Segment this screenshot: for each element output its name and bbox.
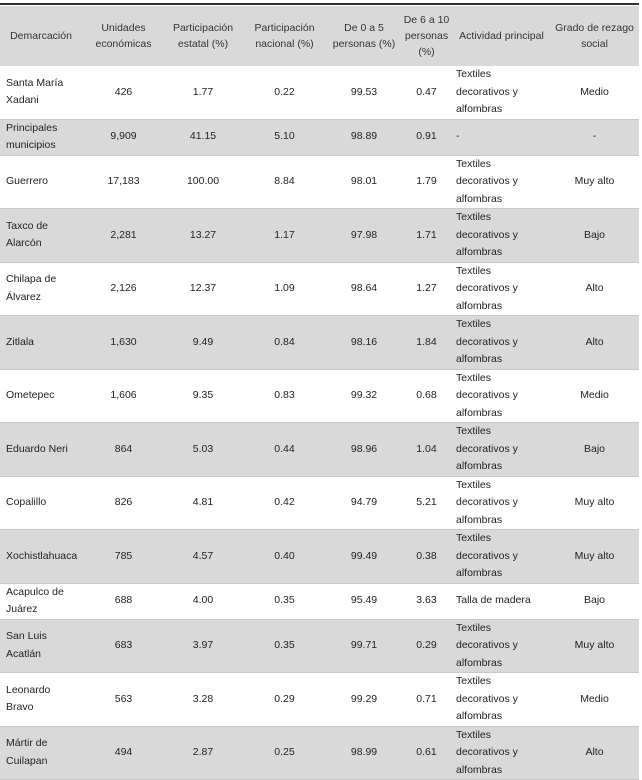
cell-unidades: 9,909 (82, 119, 165, 155)
cell-part-nacional: 0.84 (241, 316, 328, 370)
table-row (0, 673, 639, 727)
table-row (0, 155, 639, 209)
cell-rezago: Medio (550, 66, 639, 119)
header-unidades: Unidades económicas (82, 6, 165, 66)
cell-rezago: Muy alto (550, 619, 639, 673)
cell-part-estatal: 3.28 (165, 673, 241, 727)
header-row (0, 6, 639, 66)
cell-actividad: Textiles decorativos y alfombras (453, 262, 550, 316)
cell-de-6-10: 0.91 (400, 119, 453, 155)
cell-demarcacion: Eduardo Neri (0, 423, 82, 477)
cell-part-nacional: 0.22 (241, 66, 328, 119)
table-row (0, 476, 639, 530)
cell-unidades: 1,630 (82, 316, 165, 370)
cell-part-estatal: 9.35 (165, 369, 241, 423)
cell-de-0-5: 97.98 (328, 209, 400, 263)
cell-de-0-5: 95.49 (328, 583, 400, 619)
cell-demarcacion: San Luis Acatlán (0, 619, 82, 673)
table-row (0, 369, 639, 423)
cell-de-6-10: 0.47 (400, 66, 453, 119)
cell-de-0-5: 98.99 (328, 726, 400, 780)
cell-rezago: Bajo (550, 583, 639, 619)
cell-de-6-10: 1.79 (400, 155, 453, 209)
cell-part-estatal: 12.37 (165, 262, 241, 316)
header-de-6-10: De 6 a 10 personas (%) (400, 6, 453, 66)
cell-demarcacion: Acapulco de Juárez (0, 583, 82, 619)
cell-demarcacion: Leonardo Bravo (0, 673, 82, 727)
table-row (0, 619, 639, 673)
cell-part-estatal: 4.81 (165, 476, 241, 530)
cell-unidades: 2,281 (82, 209, 165, 263)
cell-de-6-10: 3.63 (400, 583, 453, 619)
cell-demarcacion: Ometepec (0, 369, 82, 423)
cell-part-nacional: 0.83 (241, 369, 328, 423)
header-rezago: Grado de rezago social (550, 6, 639, 66)
cell-part-nacional: 0.42 (241, 476, 328, 530)
cell-actividad: Textiles decorativos y alfombras (453, 726, 550, 780)
cell-de-0-5: 98.64 (328, 262, 400, 316)
cell-de-6-10: 0.68 (400, 369, 453, 423)
cell-unidades: 563 (82, 673, 165, 727)
cell-rezago: Muy alto (550, 476, 639, 530)
cell-unidades: 683 (82, 619, 165, 673)
cell-part-estatal: 1.77 (165, 66, 241, 119)
cell-unidades: 2,126 (82, 262, 165, 316)
cell-part-nacional: 8.84 (241, 155, 328, 209)
cell-part-nacional: 5.10 (241, 119, 328, 155)
cell-de-0-5: 98.16 (328, 316, 400, 370)
cell-de-0-5: 94.79 (328, 476, 400, 530)
cell-de-0-5: 99.49 (328, 530, 400, 584)
header-part-nacional: Participación nacional (%) (241, 6, 328, 66)
cell-unidades: 1,606 (82, 369, 165, 423)
cell-unidades: 864 (82, 423, 165, 477)
cell-de-0-5: 98.89 (328, 119, 400, 155)
cell-actividad: Textiles decorativos y alfombras (453, 369, 550, 423)
cell-actividad: Textiles decorativos y alfombras (453, 673, 550, 727)
cell-demarcacion: Guerrero (0, 155, 82, 209)
cell-unidades: 494 (82, 726, 165, 780)
cell-rezago: Bajo (550, 209, 639, 263)
cell-part-nacional: 0.44 (241, 423, 328, 477)
table-row (0, 316, 639, 370)
cell-actividad: - (453, 119, 550, 155)
table-row (0, 583, 639, 619)
table-row (0, 262, 639, 316)
cell-demarcacion: Principales municipios (0, 119, 82, 155)
cell-unidades: 826 (82, 476, 165, 530)
cell-part-nacional: 0.35 (241, 583, 328, 619)
cell-actividad: Textiles decorativos y alfombras (453, 66, 550, 119)
cell-de-6-10: 5.21 (400, 476, 453, 530)
table-row (0, 209, 639, 263)
cell-demarcacion: Chilapa de Álvarez (0, 262, 82, 316)
header-demarcacion: Demarcación (0, 6, 82, 66)
cell-rezago: Medio (550, 369, 639, 423)
cell-de-0-5: 99.53 (328, 66, 400, 119)
cell-de-0-5: 99.71 (328, 619, 400, 673)
cell-demarcacion: Copalillo (0, 476, 82, 530)
cell-part-estatal: 41.15 (165, 119, 241, 155)
cell-demarcacion: Zitlala (0, 316, 82, 370)
cell-part-nacional: 0.40 (241, 530, 328, 584)
cell-actividad: Textiles decorativos y alfombras (453, 619, 550, 673)
cell-actividad: Textiles decorativos y alfombras (453, 316, 550, 370)
cell-part-nacional: 1.17 (241, 209, 328, 263)
cell-part-estatal: 2.87 (165, 726, 241, 780)
cell-part-estatal: 4.57 (165, 530, 241, 584)
table-row (0, 66, 639, 119)
cell-rezago: Muy alto (550, 530, 639, 584)
cell-actividad: Textiles decorativos y alfombras (453, 155, 550, 209)
cell-de-6-10: 1.27 (400, 262, 453, 316)
cell-unidades: 17,183 (82, 155, 165, 209)
table-row (0, 726, 639, 780)
cell-rezago: Alto (550, 262, 639, 316)
cell-actividad: Textiles decorativos y alfombras (453, 209, 550, 263)
cell-part-nacional: 0.25 (241, 726, 328, 780)
cell-unidades: 785 (82, 530, 165, 584)
cell-part-estatal: 100.00 (165, 155, 241, 209)
cell-part-nacional: 1.09 (241, 262, 328, 316)
cell-demarcacion: Mártir de Cuilapan (0, 726, 82, 780)
cell-rezago: Alto (550, 316, 639, 370)
cell-actividad: Textiles decorativos y alfombras (453, 530, 550, 584)
cell-part-nacional: 0.35 (241, 619, 328, 673)
table-row (0, 423, 639, 477)
top-rule (0, 3, 639, 5)
cell-rezago: Medio (550, 673, 639, 727)
cell-de-6-10: 0.38 (400, 530, 453, 584)
cell-de-6-10: 0.71 (400, 673, 453, 727)
cell-de-0-5: 99.32 (328, 369, 400, 423)
data-table (0, 6, 639, 780)
cell-unidades: 426 (82, 66, 165, 119)
cell-part-estatal: 5.03 (165, 423, 241, 477)
cell-demarcacion: Xochistlahuaca (0, 530, 82, 584)
cell-part-estatal: 3.97 (165, 619, 241, 673)
cell-part-estatal: 9.49 (165, 316, 241, 370)
cell-de-6-10: 1.71 (400, 209, 453, 263)
cell-rezago: - (550, 119, 639, 155)
cell-part-estatal: 13.27 (165, 209, 241, 263)
cell-rezago: Alto (550, 726, 639, 780)
cell-de-0-5: 98.96 (328, 423, 400, 477)
cell-rezago: Muy alto (550, 155, 639, 209)
table-row (0, 530, 639, 584)
cell-de-0-5: 99.29 (328, 673, 400, 727)
cell-rezago: Bajo (550, 423, 639, 477)
cell-de-0-5: 98.01 (328, 155, 400, 209)
header-de-0-5: De 0 a 5 personas (%) (328, 6, 400, 66)
cell-unidades: 688 (82, 583, 165, 619)
cell-de-6-10: 1.04 (400, 423, 453, 477)
cell-demarcacion: Taxco de Alarcón (0, 209, 82, 263)
header-actividad: Actividad principal (453, 6, 550, 66)
cell-part-nacional: 0.29 (241, 673, 328, 727)
header-part-estatal: Participación estatal (%) (165, 6, 241, 66)
cell-de-6-10: 0.29 (400, 619, 453, 673)
cell-de-6-10: 1.84 (400, 316, 453, 370)
cell-part-estatal: 4.00 (165, 583, 241, 619)
cell-actividad: Textiles decorativos y alfombras (453, 476, 550, 530)
cell-demarcacion: Santa María Xadani (0, 66, 82, 119)
cell-de-6-10: 0.61 (400, 726, 453, 780)
cell-actividad: Textiles decorativos y alfombras (453, 423, 550, 477)
cell-actividad: Talla de madera (453, 583, 550, 619)
table-row (0, 119, 639, 155)
